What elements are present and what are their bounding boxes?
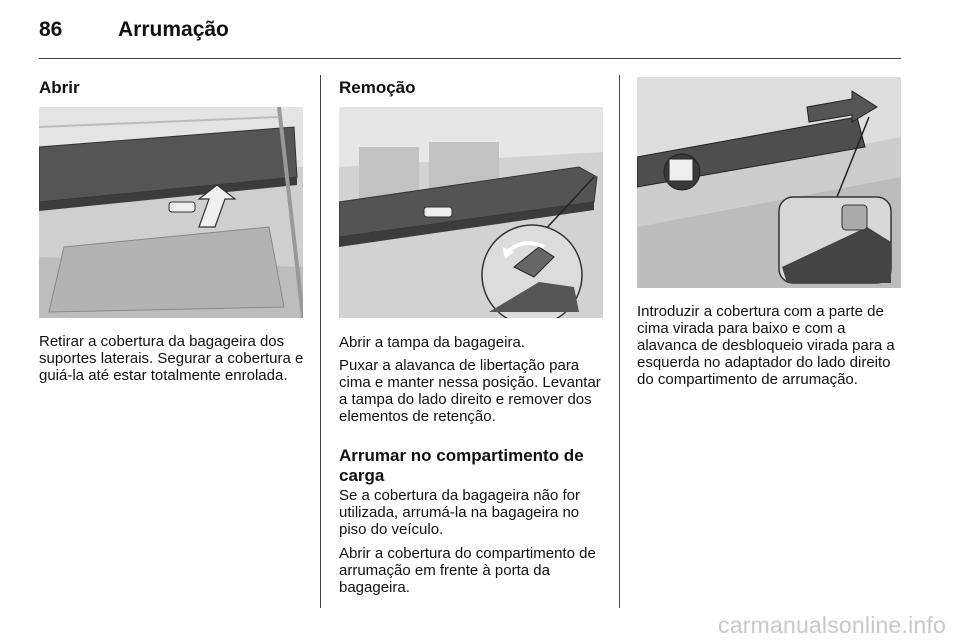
text-remocao-2: Puxar a alavanca de libertação para cima e manter nessa posição. Levantar a tampa do lado direito e remover dos elementos de retenção. <box>339 357 601 425</box>
illustration-introduzir <box>637 77 901 288</box>
text-arrumar-2: Abrir a cobertura do compartimento de arrumação em frente à porta da bagageira. <box>339 545 596 596</box>
heading-abrir: Abrir <box>39 78 80 97</box>
illustration-abrir <box>39 107 303 318</box>
text-introduzir: Introduzir a cobertura com a parte de cima virada para baixo e com a alavanca de desbloqueio virada para a esquerda no adaptador do lado direito do compartimento de arrumação. <box>637 303 895 388</box>
column-divider-1 <box>320 75 321 608</box>
text-abrir: Retirar a cobertura da bagageira dos suportes laterais. Segurar a cobertura e guiá-la até estar totalmente enrolada. <box>39 333 304 384</box>
heading-arrumar: Arrumar no compartimento de carga <box>339 446 584 485</box>
header-rule <box>39 58 901 59</box>
column-divider-2 <box>619 75 620 608</box>
heading-remocao: Remoção <box>339 78 416 97</box>
page-title: Arrumação <box>118 18 229 41</box>
page-number: 86 <box>39 18 63 41</box>
watermark: carmanualsonline.info <box>718 612 946 638</box>
text-remocao-1: Abrir a tampa da bagageira. <box>339 334 525 351</box>
illustration-remocao <box>339 107 603 318</box>
text-arrumar-1: Se a cobertura da bagageira não for utilizada, arrumá-la na bagageira no piso do veículo. <box>339 487 581 538</box>
